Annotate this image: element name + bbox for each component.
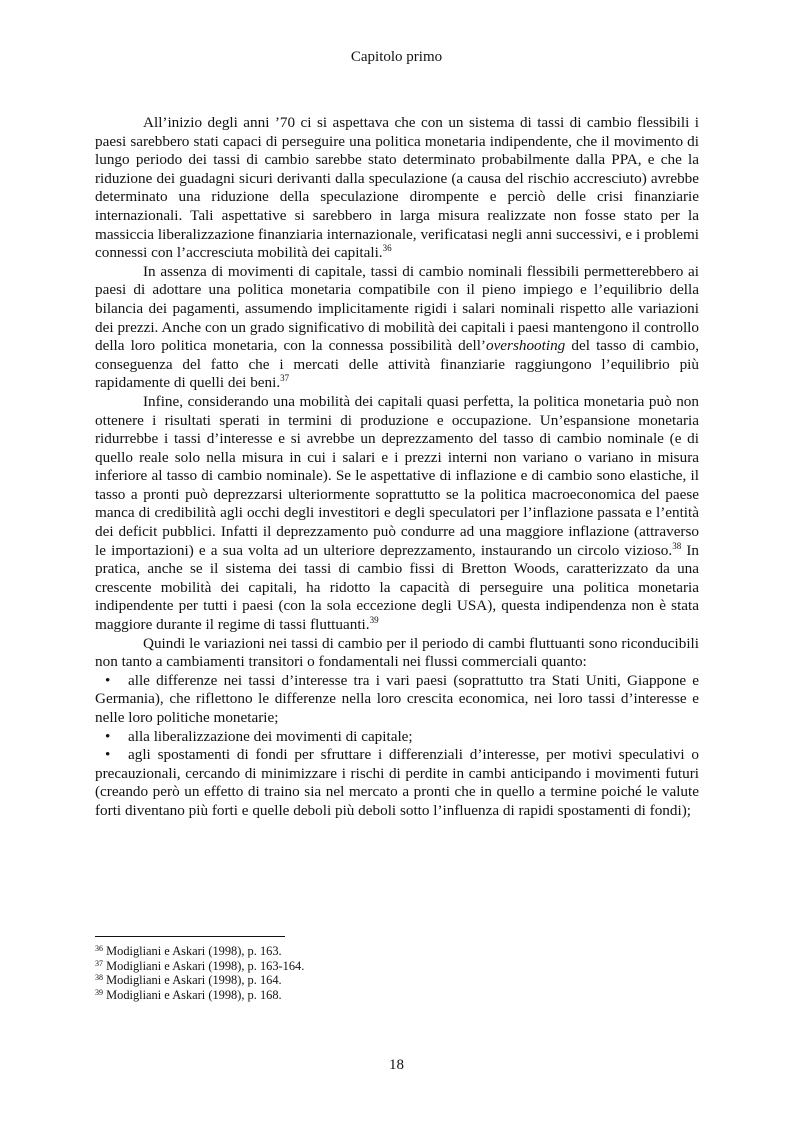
footnote-text: Modigliani e Askari (1998), p. 168.	[106, 987, 282, 1002]
paragraph-1	[95, 114, 699, 263]
footnote	[95, 944, 699, 959]
running-header: Capitolo primo	[350, 49, 443, 65]
footnote-ref-38[interactable]: 38	[672, 540, 682, 551]
footnote-ref-36[interactable]: 36	[382, 243, 392, 254]
paragraph-3	[95, 393, 699, 635]
bullet-text: alla liberalizzazione dei movimenti di capitale;	[128, 727, 413, 745]
bullet-text: agli spostamenti di fondi per sfruttare i differenziali d’interesse, per motivi speculativi o precauzionali, cercando di minimizzare i rischi di perdite in cambi anticipando i movimenti futuri (creando però un effetto di traino sia nel mercato a pronti che in quello a termine poiché le valute forti diventano più forti e quelle deboli più deboli sotto l’influenza di rapidi spostamenti di fondi);	[95, 746, 699, 819]
footnote-text: Modigliani e Askari (1998), p. 163.	[106, 944, 282, 958]
list-item	[95, 746, 699, 820]
bullet-icon	[95, 672, 128, 691]
list-item	[95, 728, 699, 747]
footnote-number: 36	[95, 944, 103, 953]
bullet-icon	[95, 746, 128, 765]
paragraph-2-text-a: In assenza di movimenti di capitale, tassi di cambio nominali flessibili permetterebbero ai paesi di adottare una politica monetaria compatibile con il pieno impiego e l’equilibrio della bilancia dei pagamenti, assumendo implicitamente rigidi i salari nominali rispetto alle variazioni dei prezzi. Anche con un grado significativo di mobilità dei capitali i paesi mantengono il controllo della loro politica monetaria, con la connessa possibilità dell’	[95, 262, 699, 355]
paragraph-4: Quindi le variazioni nei tassi di cambio per il periodo di cambi fluttuanti sono riconducibili non tanto a cambiamenti transitori o fondamentali nei flussi commerciali quanto:	[95, 634, 699, 671]
footnote-ref-39[interactable]: 39	[369, 615, 379, 626]
bullet-icon	[95, 728, 128, 747]
footnote-ref-37[interactable]: 37	[280, 373, 290, 384]
bullet-list	[95, 672, 699, 821]
footnotes	[95, 944, 699, 1002]
footnote	[95, 973, 699, 988]
footnote-number: 37	[95, 958, 103, 968]
page-number: 18	[389, 1057, 404, 1073]
paragraph-3-text-b: In pratica, anche se il sistema dei tassi di cambio fissi di Bretton Woods, caratterizzato da una crescente mobilità dei capitali, ha ridotto la capacità di perseguire una politica monetaria indipendente per tutti i paesi (con la sola eccezione degli USA), questa indipendenza non è stata maggiore durante il regime di tassi fluttuanti.	[95, 541, 699, 634]
footnote-number: 39	[95, 987, 103, 997]
footnote	[95, 959, 699, 974]
bullet-text: alle differenze nei tassi d’interesse tra i vari paesi (soprattutto tra Stati Uniti, Giappone e Germania), che riflettono le differenze nella loro crescita economica, nei loro tassi d’interesse e nelle loro politiche monetarie;	[95, 671, 699, 726]
footnote-text: Modigliani e Askari (1998), p. 163-164.	[106, 958, 305, 973]
paragraph-1-text: All’inizio degli anni ’70 ci si aspettava che con un sistema di tassi di cambio flessibili i paesi sarebbero stati capaci di perseguire una politica monetaria indipendente, che il movimento di lungo periodo dei tassi di cambio sarebbe stato determinato probabilmente dalla PPA, e che la riduzione dei guadagni sicuri derivanti dalla speculazione (a causa del rischio accresciuto) avrebbe determinato una riduzione della speculazione dirompente e perciò delle crisi finanziarie internazionali. Tali aspettative si sarebbero in larga misura realizzate non fosse stato per la massiccia liberalizzazione finanziaria internazionale, verificatasi negli anni successivi, e i problemi connessi con l’accresciuta mobilità dei capitali.	[95, 114, 699, 262]
footnote-text: Modigliani e Askari (1998), p. 164.	[106, 973, 282, 988]
paragraph-2-emphasis: overshooting	[485, 337, 566, 355]
footnote-separator	[95, 936, 285, 937]
paragraph-2	[95, 263, 699, 393]
body-text	[95, 114, 699, 821]
list-item	[95, 672, 699, 728]
footnote-number: 38	[95, 973, 103, 983]
paragraph-2-text-b: del tasso di cambio, conseguenza del fatto che i mercati delle attività finanziarie raggiungono l’equilibrio più rapidamente di quelli dei beni.	[95, 337, 699, 392]
footnote	[95, 988, 699, 1003]
paragraph-3-text-a: Infine, considerando una mobilità dei capitali quasi perfetta, la politica monetaria può non ottenere i risultati sperati in termini di produzione e occupazione. Un’espansione monetaria ridurrebbe i tassi d’interesse e si avrebbe un deprezzamento del tasso di cambio nominale (e di quello reale solo nella misura in cui i salari e i prezzi interni non variano o variano in misura inferiore al tasso di cambio nominale). Se le aspettative di inflazione e di cambio sono elastiche, il tasso a pronti può deprezzarsi ulteriormente soprattutto se la politica macroeconomica del paese manca di credibilità agli occhi degli investitori e degli speculatori per l’inflazione passata e l’entità dei deficit pubblici. Infatti il deprezzamento può condurre ad una maggiore inflazione (attraverso le importazioni) e a sua volta ad un ulteriore deprezzamento, instaurando un circolo vizioso.	[95, 392, 699, 559]
